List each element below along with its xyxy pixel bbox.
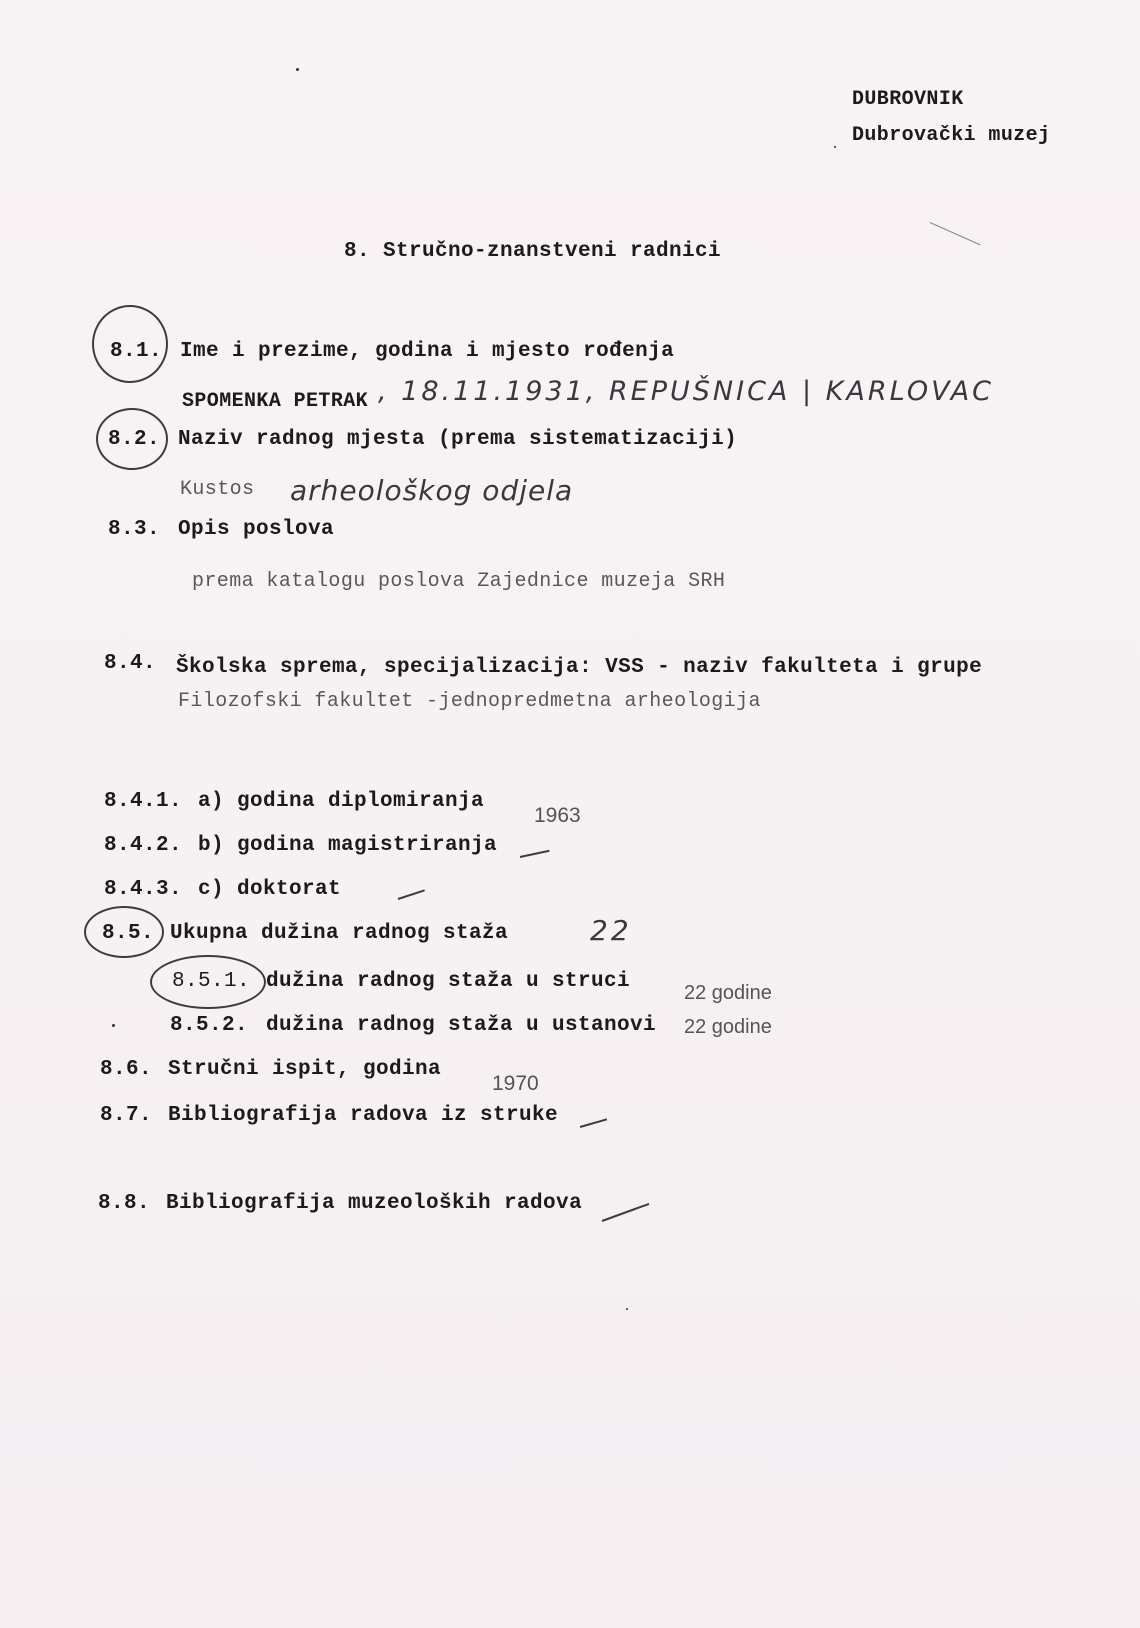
answer-education: Filozofski fakultet -jednopredmetna arheologija bbox=[178, 690, 761, 713]
handwritten-position: arheološkog odjela bbox=[290, 474, 574, 507]
speck bbox=[626, 1308, 628, 1310]
speck bbox=[834, 146, 836, 148]
speck bbox=[112, 1024, 115, 1027]
field-number: 8.5.1. bbox=[172, 970, 251, 993]
answer-position: Kustos bbox=[180, 478, 255, 501]
answer-duties: prema katalogu poslova Zajednice muzeja SRH bbox=[192, 570, 726, 593]
field-number: 8.4.1. bbox=[104, 790, 183, 813]
field-label: Ukupna dužina radnog staža bbox=[170, 922, 509, 945]
field-number: 8.4.2. bbox=[104, 834, 183, 857]
section-title: 8. Stručno-znanstveni radnici bbox=[344, 240, 722, 263]
field-number: 8.1. bbox=[110, 340, 163, 363]
field-label: c) doktorat bbox=[198, 878, 342, 901]
field-number: 8.5. bbox=[102, 922, 155, 945]
field-number: 8.6. bbox=[100, 1058, 153, 1081]
answer-name: SPOMENKA PETRAK bbox=[182, 390, 369, 413]
field-label: dužina radnog staža u ustanovi bbox=[266, 1014, 657, 1037]
field-number: 8.3. bbox=[108, 518, 161, 541]
field-number: 8.4.3. bbox=[104, 878, 183, 901]
field-label: Opis poslova bbox=[178, 518, 335, 541]
answer-graduation-year: 1963 bbox=[534, 804, 581, 827]
field-label: b) godina magistriranja bbox=[198, 834, 498, 857]
answer-service-institution: 22 godine bbox=[684, 1016, 772, 1038]
field-number: 8.4. bbox=[104, 652, 157, 675]
answer-exam-year: 1970 bbox=[492, 1072, 539, 1095]
handwritten-birth: , 18.11.1931, REPUŠNICA | KARLOVAC bbox=[378, 376, 995, 407]
dash-mark bbox=[520, 850, 550, 858]
field-label: Naziv radnog mjesta (prema sistematizaciji) bbox=[178, 428, 738, 451]
dash-mark bbox=[580, 1118, 607, 1128]
pen-stroke bbox=[930, 222, 981, 245]
dash-mark bbox=[398, 889, 425, 900]
field-number: 8.5.2. bbox=[170, 1014, 249, 1037]
field-label: Bibliografija muzeoloških radova bbox=[166, 1192, 583, 1215]
field-label: Školska sprema, specijalizacija: VSS - naziv fakulteta i grupe bbox=[176, 656, 983, 679]
header-city: DUBROVNIK bbox=[852, 88, 964, 111]
field-label: Bibliografija radova iz struke bbox=[168, 1104, 559, 1127]
header-institution: Dubrovački muzej bbox=[852, 124, 1051, 147]
field-label: dužina radnog staža u struci bbox=[266, 970, 631, 993]
answer-service-field: 22 godine bbox=[684, 982, 772, 1004]
dash-mark bbox=[602, 1203, 650, 1222]
field-number: 8.7. bbox=[100, 1104, 153, 1127]
speck bbox=[296, 68, 299, 71]
field-label: Stručni ispit, godina bbox=[168, 1058, 442, 1081]
handwritten-total-service: 22 bbox=[590, 914, 632, 947]
field-label: a) godina diplomiranja bbox=[198, 790, 485, 813]
field-label: Ime i prezime, godina i mjesto rođenja bbox=[180, 340, 675, 363]
field-number: 8.8. bbox=[98, 1192, 151, 1215]
field-number: 8.2. bbox=[108, 428, 161, 451]
